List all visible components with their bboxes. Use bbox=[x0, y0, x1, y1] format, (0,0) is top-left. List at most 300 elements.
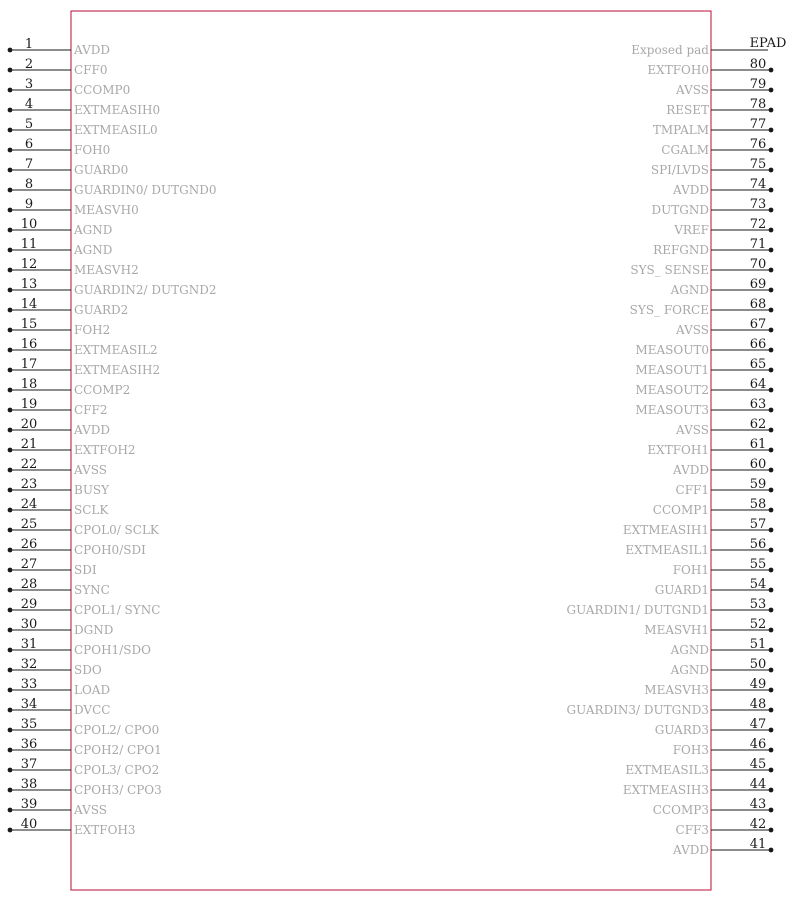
pin-end-dot bbox=[769, 368, 774, 373]
pin-name: AGND bbox=[670, 643, 709, 657]
pin-number: 42 bbox=[749, 817, 767, 832]
pin-end-dot bbox=[769, 188, 774, 193]
pin-name: EXTMEASIL2 bbox=[74, 343, 158, 357]
pin-name: FOH0 bbox=[74, 143, 111, 157]
pin-name: TMPALM bbox=[652, 123, 709, 137]
pin-left-16 bbox=[8, 337, 158, 357]
pin-end-dot bbox=[769, 688, 774, 693]
pin-right-73 bbox=[652, 197, 774, 217]
pin-right-60 bbox=[672, 457, 773, 477]
pin-name: AGND bbox=[670, 663, 709, 677]
pin-end-dot bbox=[8, 808, 13, 813]
pin-number: 2 bbox=[24, 57, 34, 72]
pin-end-dot bbox=[769, 128, 774, 133]
pin-number: 60 bbox=[749, 457, 767, 472]
pin-name: AGND bbox=[74, 223, 113, 237]
pin-right-49 bbox=[644, 677, 773, 697]
pin-number: 46 bbox=[749, 737, 767, 752]
pin-number: 41 bbox=[749, 837, 767, 852]
pin-end-dot bbox=[8, 88, 13, 93]
pin-name: AVDD bbox=[673, 463, 709, 477]
pin-name: DVCC bbox=[74, 703, 111, 717]
pin-right-68 bbox=[630, 297, 774, 317]
pin-name: MEASVH2 bbox=[74, 263, 139, 277]
pin-number: 13 bbox=[20, 277, 38, 292]
pin-end-dot bbox=[769, 408, 774, 413]
pin-end-dot bbox=[8, 708, 13, 713]
pin-end-dot bbox=[769, 548, 774, 553]
pin-end-dot bbox=[8, 508, 13, 513]
pin-name: CPOL3/ CPO2 bbox=[74, 763, 160, 777]
pin-number: 36 bbox=[20, 737, 38, 752]
pin-end-dot bbox=[769, 388, 774, 393]
pin-name: FOH1 bbox=[672, 563, 709, 577]
pin-name: EXTMEASIL0 bbox=[74, 123, 158, 137]
pin-right-53 bbox=[567, 597, 774, 617]
pin-left-40 bbox=[8, 817, 136, 837]
pin-end-dot bbox=[769, 748, 774, 753]
pin-name: MEASOUT3 bbox=[635, 403, 709, 417]
pin-name: SYS_ SENSE bbox=[630, 263, 709, 277]
pin-name: CPOL1/ SYNC bbox=[74, 603, 161, 617]
pin-number: 24 bbox=[20, 497, 38, 512]
pin-end-dot bbox=[8, 628, 13, 633]
pin-left-10 bbox=[8, 217, 113, 237]
pin-number: 4 bbox=[24, 97, 34, 112]
pin-name: MEASOUT1 bbox=[635, 363, 709, 377]
pin-end-dot bbox=[8, 368, 13, 373]
pin-number: 69 bbox=[749, 277, 767, 292]
pin-end-dot bbox=[769, 568, 774, 573]
pin-right-43 bbox=[653, 797, 774, 817]
pin-number: 70 bbox=[749, 257, 767, 272]
pin-name: EXTFOH2 bbox=[74, 443, 136, 457]
pin-end-dot bbox=[769, 448, 774, 453]
pin-name: EXTMEASIH3 bbox=[622, 783, 709, 797]
pin-left-26 bbox=[8, 537, 146, 557]
pin-end-dot bbox=[769, 248, 774, 253]
pin-name: MEASVH0 bbox=[74, 203, 139, 217]
pin-name: RESET bbox=[666, 103, 709, 117]
pin-end-dot bbox=[769, 828, 774, 833]
pin-number: 21 bbox=[20, 437, 38, 452]
pin-name: MEASOUT2 bbox=[635, 383, 709, 397]
pin-right-65 bbox=[635, 357, 773, 377]
pin-end-dot bbox=[769, 328, 774, 333]
pin-number: 77 bbox=[749, 117, 767, 132]
pin-number: 75 bbox=[749, 157, 767, 172]
pin-right-76 bbox=[661, 137, 773, 157]
pin-number: 52 bbox=[749, 617, 767, 632]
pin-number: 8 bbox=[24, 177, 34, 192]
pin-number: 56 bbox=[749, 537, 767, 552]
pin-left-31 bbox=[8, 637, 151, 657]
pin-number: 37 bbox=[20, 757, 38, 772]
pin-left-39 bbox=[8, 797, 107, 817]
pin-name: CFF0 bbox=[74, 63, 108, 77]
pin-name: EXTFOH1 bbox=[647, 443, 709, 457]
pin-end-dot bbox=[8, 648, 13, 653]
pin-end-dot bbox=[8, 108, 13, 113]
pin-end-dot bbox=[8, 608, 13, 613]
pin-right-41 bbox=[672, 837, 773, 857]
pin-end-dot bbox=[8, 568, 13, 573]
pin-name: Exposed pad bbox=[631, 43, 709, 57]
right-pin-group bbox=[567, 36, 787, 857]
pin-name: MEASVH3 bbox=[644, 683, 709, 697]
pin-number: 45 bbox=[749, 757, 767, 772]
pin-right-80 bbox=[647, 57, 773, 77]
pin-number: 59 bbox=[749, 477, 767, 492]
pin-end-dot bbox=[8, 168, 13, 173]
pin-name: AVSS bbox=[676, 423, 709, 437]
pin-end-dot bbox=[8, 528, 13, 533]
pin-left-23 bbox=[8, 477, 111, 497]
pin-number: 65 bbox=[749, 357, 767, 372]
pin-left-28 bbox=[8, 577, 110, 597]
pin-end-dot bbox=[8, 668, 13, 673]
pin-number: 18 bbox=[20, 377, 38, 392]
pin-left-1 bbox=[8, 37, 110, 57]
pin-right-47 bbox=[655, 717, 774, 737]
pin-name: SDO bbox=[74, 663, 102, 677]
pin-number: 73 bbox=[749, 197, 767, 212]
pin-number: 7 bbox=[24, 157, 34, 172]
pin-left-5 bbox=[8, 117, 158, 137]
pin-number: 29 bbox=[20, 597, 38, 612]
pin-end-dot bbox=[769, 608, 774, 613]
pin-number: 6 bbox=[24, 137, 34, 152]
left-pin-group bbox=[8, 37, 217, 837]
pin-right-64 bbox=[635, 377, 773, 397]
pin-left-32 bbox=[8, 657, 102, 677]
pin-left-17 bbox=[8, 357, 160, 377]
pin-end-dot bbox=[8, 488, 13, 493]
pin-right-48 bbox=[567, 697, 774, 717]
pin-left-36 bbox=[8, 737, 162, 757]
pin-name: EXTMEASIH0 bbox=[74, 103, 161, 117]
pin-left-33 bbox=[8, 677, 110, 697]
pin-left-12 bbox=[8, 257, 139, 277]
pin-end-dot bbox=[8, 288, 13, 293]
pin-end-dot bbox=[8, 388, 13, 393]
pin-end-dot bbox=[769, 468, 774, 473]
pin-right-57 bbox=[623, 517, 773, 537]
pin-name: SYS_ FORCE bbox=[629, 303, 709, 317]
pin-left-29 bbox=[8, 597, 161, 617]
pin-name: CFF3 bbox=[675, 823, 709, 837]
pin-name: DUTGND bbox=[651, 203, 709, 217]
pin-name: LOAD bbox=[74, 683, 111, 697]
pin-end-dot bbox=[769, 628, 774, 633]
pin-left-13 bbox=[8, 277, 217, 297]
pin-name: GUARD3 bbox=[654, 723, 709, 737]
pin-left-24 bbox=[8, 497, 110, 517]
pin-number: 35 bbox=[20, 717, 38, 732]
pin-end-dot bbox=[8, 328, 13, 333]
pin-name: CGALM bbox=[661, 143, 709, 157]
pin-number: 61 bbox=[749, 437, 767, 452]
pin-number: 47 bbox=[749, 717, 767, 732]
pin-end-dot bbox=[769, 788, 774, 793]
pin-end-dot bbox=[8, 728, 13, 733]
pin-right-56 bbox=[625, 537, 773, 557]
pin-number: 40 bbox=[20, 817, 38, 832]
pin-end-dot bbox=[8, 128, 13, 133]
pin-name: CPOH3/ CPO3 bbox=[74, 783, 162, 797]
pin-end-dot bbox=[769, 308, 774, 313]
pin-end-dot bbox=[8, 348, 13, 353]
pin-right-75 bbox=[651, 157, 774, 177]
pin-name: GUARDIN0/ DUTGND0 bbox=[74, 183, 217, 197]
pin-number: 15 bbox=[20, 317, 38, 332]
pin-name: CPOH2/ CPO1 bbox=[74, 743, 162, 757]
pin-name: AVDD bbox=[673, 183, 709, 197]
pin-end-dot bbox=[769, 228, 774, 233]
pin-number: 78 bbox=[749, 97, 767, 112]
pin-end-dot bbox=[769, 668, 774, 673]
pin-number: 5 bbox=[24, 117, 34, 132]
pin-right-61 bbox=[647, 437, 773, 457]
pin-number: 23 bbox=[20, 477, 38, 492]
pin-number: 80 bbox=[749, 57, 767, 72]
pin-left-25 bbox=[8, 517, 160, 537]
pin-name: SPI/LVDS bbox=[650, 163, 709, 177]
pin-number: 53 bbox=[749, 597, 767, 612]
pin-number: 28 bbox=[20, 577, 38, 592]
pin-number: 64 bbox=[749, 377, 767, 392]
pin-end-dot bbox=[769, 148, 774, 153]
pin-right-50 bbox=[670, 657, 774, 677]
pin-left-7 bbox=[8, 157, 129, 177]
pin-end-dot bbox=[8, 428, 13, 433]
pin-number: 50 bbox=[749, 657, 767, 672]
pin-left-30 bbox=[8, 617, 114, 637]
pin-end-dot bbox=[769, 768, 774, 773]
pin-end-dot bbox=[8, 248, 13, 253]
pin-number: EPAD bbox=[749, 36, 787, 51]
pin-name: SYNC bbox=[74, 583, 110, 597]
pin-left-2 bbox=[8, 57, 108, 77]
pin-name: EXTMEASIL3 bbox=[625, 763, 709, 777]
pin-name: CPOH1/SDO bbox=[74, 643, 151, 657]
pin-end-dot bbox=[8, 308, 13, 313]
pin-end-dot bbox=[8, 748, 13, 753]
pin-right-70 bbox=[630, 257, 773, 277]
pin-end-dot bbox=[769, 68, 774, 73]
pin-name: CCOMP1 bbox=[652, 503, 709, 517]
pin-end-dot bbox=[8, 228, 13, 233]
pin-number: 20 bbox=[20, 417, 38, 432]
pin-end-dot bbox=[769, 488, 774, 493]
pin-right-74 bbox=[672, 177, 773, 197]
pin-name: FOH2 bbox=[74, 323, 111, 337]
pin-right-69 bbox=[670, 277, 774, 297]
pin-number: 27 bbox=[20, 557, 38, 572]
pin-left-20 bbox=[8, 417, 110, 437]
pin-end-dot bbox=[8, 788, 13, 793]
pin-end-dot bbox=[769, 208, 774, 213]
pin-end-dot bbox=[769, 588, 774, 593]
pin-end-dot bbox=[769, 348, 774, 353]
pin-name: REFGND bbox=[653, 243, 709, 257]
pin-number: 76 bbox=[749, 137, 767, 152]
pin-right-EPAD bbox=[631, 36, 786, 57]
pin-number: 74 bbox=[749, 177, 767, 192]
pin-end-dot bbox=[769, 108, 774, 113]
pin-name: AGND bbox=[670, 283, 709, 297]
pin-name: EXTFOH3 bbox=[74, 823, 136, 837]
pin-left-22 bbox=[8, 457, 107, 477]
pin-right-52 bbox=[644, 617, 773, 637]
pin-name: CCOMP3 bbox=[652, 803, 709, 817]
pin-number: 19 bbox=[20, 397, 38, 412]
pin-left-21 bbox=[8, 437, 136, 457]
pin-right-71 bbox=[653, 237, 773, 257]
pin-end-dot bbox=[769, 88, 774, 93]
pin-name: GUARDIN2/ DUTGND2 bbox=[74, 283, 217, 297]
pin-number: 51 bbox=[749, 637, 767, 652]
pin-name: EXTFOH0 bbox=[647, 63, 709, 77]
pin-number: 1 bbox=[24, 37, 34, 52]
pin-number: 26 bbox=[20, 537, 38, 552]
pin-name: MEASVH1 bbox=[644, 623, 709, 637]
pin-end-dot bbox=[769, 508, 774, 513]
pin-name: CCOMP2 bbox=[74, 383, 131, 397]
pin-end-dot bbox=[8, 448, 13, 453]
pin-left-3 bbox=[8, 77, 131, 97]
pin-right-66 bbox=[635, 337, 773, 357]
pin-number: 54 bbox=[749, 577, 767, 592]
pin-number: 63 bbox=[749, 397, 767, 412]
pin-name: AVDD bbox=[74, 43, 110, 57]
pin-left-9 bbox=[8, 197, 139, 217]
pin-end-dot bbox=[8, 468, 13, 473]
pin-name: SDI bbox=[74, 563, 97, 577]
pin-end-dot bbox=[8, 148, 13, 153]
pin-number: 12 bbox=[20, 257, 38, 272]
pin-end-dot bbox=[769, 428, 774, 433]
pin-end-dot bbox=[769, 168, 774, 173]
pin-left-38 bbox=[8, 777, 162, 797]
pin-name: VREF bbox=[674, 223, 709, 237]
pin-right-54 bbox=[655, 577, 774, 597]
pin-name: AVDD bbox=[74, 423, 110, 437]
pin-right-55 bbox=[673, 557, 774, 577]
pin-name: AVSS bbox=[74, 803, 107, 817]
pin-number: 30 bbox=[20, 617, 38, 632]
pin-number: 31 bbox=[20, 637, 38, 652]
pin-left-19 bbox=[8, 397, 108, 417]
pin-name: MEASOUT0 bbox=[635, 343, 709, 357]
pin-number: 33 bbox=[20, 677, 38, 692]
pin-end-dot bbox=[8, 68, 13, 73]
pin-right-42 bbox=[676, 817, 774, 837]
pin-number: 11 bbox=[20, 237, 38, 252]
pin-number: 17 bbox=[20, 357, 38, 372]
pin-end-dot bbox=[8, 548, 13, 553]
pin-number: 49 bbox=[749, 677, 767, 692]
pin-number: 66 bbox=[749, 337, 767, 352]
pin-name: DGND bbox=[74, 623, 114, 637]
pin-right-58 bbox=[653, 497, 774, 517]
pin-number: 67 bbox=[749, 317, 767, 332]
pin-end-dot bbox=[8, 208, 13, 213]
pin-name: CPOL0/ SCLK bbox=[74, 523, 159, 537]
pin-end-dot bbox=[769, 808, 774, 813]
pin-name: GUARD0 bbox=[74, 163, 129, 177]
pin-end-dot bbox=[8, 828, 13, 833]
pin-end-dot bbox=[8, 768, 13, 773]
pin-name: GUARD1 bbox=[654, 583, 709, 597]
pin-right-51 bbox=[670, 637, 774, 657]
pin-name: CFF1 bbox=[675, 483, 709, 497]
pin-right-79 bbox=[675, 77, 773, 97]
pin-name: EXTMEASIL1 bbox=[625, 543, 709, 557]
pin-name: GUARDIN3/ DUTGND3 bbox=[566, 703, 709, 717]
pin-number: 58 bbox=[749, 497, 767, 512]
pin-right-62 bbox=[675, 417, 773, 437]
pin-name: AVDD bbox=[673, 843, 709, 857]
pin-name: FOH3 bbox=[672, 743, 709, 757]
pin-name: AGND bbox=[74, 243, 113, 257]
pin-right-67 bbox=[675, 317, 773, 337]
pin-name: AVSS bbox=[74, 463, 107, 477]
pin-left-35 bbox=[8, 717, 160, 737]
pin-end-dot bbox=[769, 848, 774, 853]
pin-name: AVSS bbox=[676, 323, 709, 337]
pin-number: 43 bbox=[749, 797, 767, 812]
pin-right-59 bbox=[676, 477, 774, 497]
pin-end-dot bbox=[8, 268, 13, 273]
pin-number: 16 bbox=[20, 337, 38, 352]
pin-number: 48 bbox=[749, 697, 767, 712]
pin-end-dot bbox=[769, 268, 774, 273]
pin-number: 71 bbox=[749, 237, 767, 252]
pin-right-77 bbox=[653, 117, 774, 137]
pin-end-dot bbox=[769, 288, 774, 293]
pin-end-dot bbox=[769, 648, 774, 653]
pin-name: CPOL2/ CPO0 bbox=[74, 723, 160, 737]
pin-number: 32 bbox=[20, 657, 38, 672]
pin-left-18 bbox=[8, 377, 131, 397]
pin-right-46 bbox=[673, 737, 774, 757]
pin-end-dot bbox=[8, 588, 13, 593]
pin-name: CFF2 bbox=[74, 403, 108, 417]
pin-left-15 bbox=[8, 317, 111, 337]
pin-name: AVSS bbox=[676, 83, 709, 97]
pin-number: 22 bbox=[20, 457, 38, 472]
pin-name: CCOMP0 bbox=[74, 83, 131, 97]
pin-left-37 bbox=[8, 757, 160, 777]
pin-name: GUARD2 bbox=[74, 303, 129, 317]
pin-end-dot bbox=[8, 408, 13, 413]
pin-name: BUSY bbox=[74, 483, 110, 497]
pin-number: 44 bbox=[749, 777, 767, 792]
pin-number: 14 bbox=[20, 297, 38, 312]
pin-left-34 bbox=[8, 697, 111, 717]
pin-number: 34 bbox=[20, 697, 38, 712]
pin-number: 68 bbox=[749, 297, 767, 312]
pin-end-dot bbox=[8, 188, 13, 193]
pin-left-8 bbox=[8, 177, 217, 197]
pin-end-dot bbox=[769, 528, 774, 533]
pin-end-dot bbox=[8, 48, 13, 53]
pin-number: 55 bbox=[749, 557, 767, 572]
pin-right-78 bbox=[666, 97, 773, 117]
pin-name: CPOH0/SDI bbox=[74, 543, 146, 557]
pin-number: 39 bbox=[20, 797, 38, 812]
